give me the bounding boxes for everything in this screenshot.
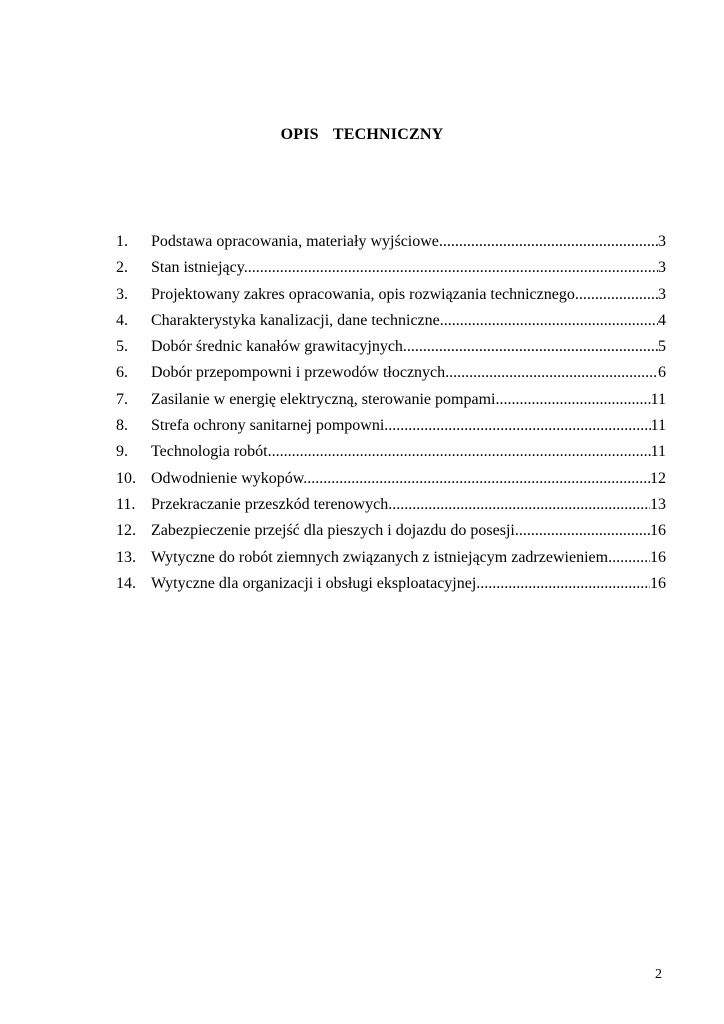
toc-item-label: Wytyczne do robót ziemnych związanych z istniejącym zadrzewieniem <box>151 548 609 566</box>
toc-item-label: Przekraczanie przeszkód terenowych. <box>151 495 393 513</box>
toc-item-label: Strefa ochrony sanitarnej pompowni. <box>151 417 389 435</box>
toc-item-body <box>151 469 666 489</box>
toc-item <box>116 258 666 284</box>
document-title: OPIS TECHNICZNY <box>280 126 444 143</box>
toc-item-leader <box>449 363 658 383</box>
toc-item-page: 4 <box>658 311 666 329</box>
toc-item-leader <box>392 495 650 515</box>
toc-item-body <box>151 311 666 331</box>
toc-item <box>116 363 666 389</box>
toc-item-number: 11. <box>116 495 136 513</box>
toc-item-page: 16 <box>650 522 666 540</box>
toc-item-page: 16 <box>650 548 666 566</box>
toc-item-leader <box>407 337 658 357</box>
toc-item-body <box>151 390 666 410</box>
toc-item <box>116 442 666 468</box>
toc-item-body <box>151 337 666 357</box>
toc-item-leader <box>248 258 658 278</box>
toc-item <box>116 548 666 574</box>
toc-item-number: 13. <box>116 548 136 566</box>
toc-item-number: 7. <box>116 390 128 408</box>
toc-item-number: 5. <box>116 338 128 356</box>
toc-item-page: 12 <box>650 469 666 487</box>
toc-item-leader <box>443 232 658 252</box>
toc-item-body <box>151 416 666 436</box>
toc-item <box>116 390 666 416</box>
toc-item-number: 9. <box>116 443 128 461</box>
toc-item-number: 3. <box>116 285 128 303</box>
toc-item-leader <box>307 469 650 489</box>
toc-item <box>116 311 666 337</box>
toc-item-label: Stan istniejący. <box>151 259 248 277</box>
toc-item-label: Zasilanie w energię elektryczną, sterowanie pompami. <box>151 390 500 408</box>
toc-item-label: Wytyczne dla organizacji i obsługi eksploatacyjnej <box>151 574 477 592</box>
toc-item-leader <box>388 416 650 436</box>
toc-item-number: 4. <box>116 311 128 329</box>
toc-item-body <box>151 363 666 383</box>
toc-item-label: Dobór średnic kanałów grawitacyjnych. <box>151 338 407 356</box>
toc-item-page: 13 <box>650 495 666 513</box>
toc-item-label: Zabezpieczenie przejść dla pieszych i dojazdu do posesji. <box>151 522 519 540</box>
toc-item-page: 3 <box>658 259 666 277</box>
toc-item-leader <box>608 548 650 568</box>
toc-item-number: 8. <box>116 417 128 435</box>
toc-item-label: Podstawa opracowania, materiały wyjściowe. <box>151 233 443 250</box>
page-number: 2 <box>655 967 662 982</box>
toc-item-number: 2. <box>116 259 128 277</box>
toc-item-label: Technologia robót. <box>151 443 272 461</box>
toc-item-page: 16 <box>650 574 666 592</box>
toc-item-number: 1. <box>116 233 128 250</box>
toc-item <box>116 416 666 442</box>
toc-item-leader <box>519 521 650 541</box>
toc-item <box>116 521 666 547</box>
toc-item-leader <box>444 311 658 331</box>
toc-item-number: 6. <box>116 364 128 382</box>
toc-item-label: Dobór przepompowni i przewodów tłocznych. <box>151 364 450 382</box>
toc-item-label: Charakterystyka kanalizacji, dane techniczne. <box>151 311 444 329</box>
toc-item-page: 11 <box>650 443 666 461</box>
toc-item <box>116 337 666 363</box>
toc-item-page: 3 <box>658 233 666 250</box>
toc-item-body <box>151 548 666 568</box>
table-of-contents <box>116 232 666 600</box>
toc-item-leader <box>579 285 658 305</box>
toc-item-body <box>151 232 666 252</box>
toc-item-leader <box>499 390 650 410</box>
toc-item-number: 10. <box>116 469 136 487</box>
toc-item-label: Odwodnienie wykopów. <box>151 469 308 487</box>
toc-item-page: 11 <box>650 390 666 408</box>
toc-item-leader <box>272 442 651 462</box>
toc-item-body <box>151 574 666 594</box>
toc-item <box>116 495 666 521</box>
toc-item-page: 3 <box>658 285 666 303</box>
toc-item-number: 12. <box>116 522 136 540</box>
toc-item-body <box>151 442 666 462</box>
toc-item-body <box>151 521 666 541</box>
toc-item-page: 11 <box>650 417 666 435</box>
toc-item-label: Projektowany zakres opracowania, opis rozwiązania technicznego. <box>151 285 579 303</box>
toc-item-body <box>151 285 666 305</box>
toc-item-page: 5 <box>658 338 666 356</box>
toc-item-number: 14. <box>116 574 136 592</box>
toc-item <box>116 232 666 258</box>
toc-item <box>116 285 666 311</box>
toc-item <box>116 574 666 600</box>
toc-item-page: 6 <box>658 364 666 382</box>
toc-item-leader <box>476 574 650 594</box>
toc-item <box>116 469 666 495</box>
toc-item-body <box>151 495 666 515</box>
toc-item-body <box>151 258 666 278</box>
